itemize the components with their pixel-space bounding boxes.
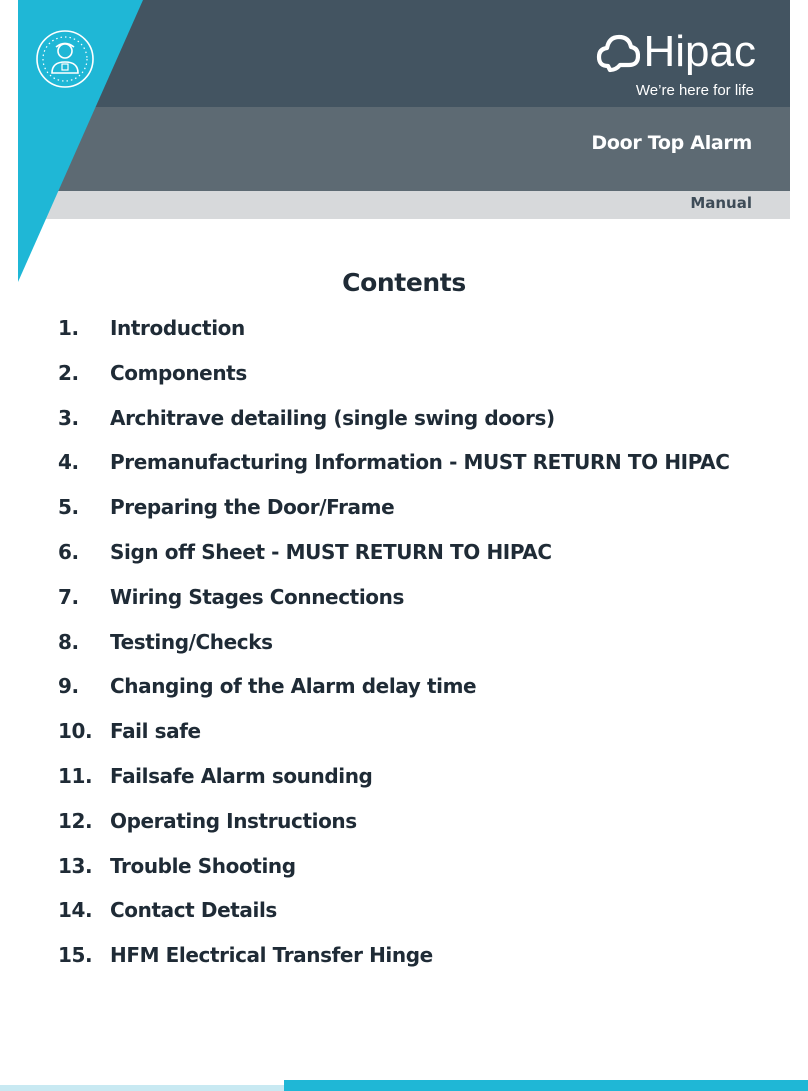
toc-item-number: 6. [58,539,79,564]
toc-item-number: 4. [58,450,79,475]
toc-item [58,854,730,899]
toc-item-title: Wiring Stages Connections [110,584,404,609]
toc-item-number: 1. [58,316,79,340]
toc-item [58,719,730,764]
toc-item-title: Changing of the Alarm delay time [110,674,477,699]
toc-item-number: 12. [58,808,93,833]
toc-item-number: 10. [58,719,93,744]
toc-item [58,585,730,630]
toc-item-title: HFM Electrical Transfer Hinge [110,943,433,968]
toc-item-title: Sign off Sheet - MUST RETURN TO HIPAC [110,539,552,564]
toc-item [58,674,730,719]
contents-heading: Contents [342,268,466,297]
toc-item [58,495,730,540]
toc-item-number: 11. [58,763,93,788]
toc-item [58,898,730,943]
footer-bar-light [0,1085,284,1091]
toc-item-title: Fail safe [110,719,201,744]
brand-block [596,26,757,99]
toc-item-number: 2. [58,360,79,385]
toc-item-number: 13. [58,853,93,878]
toc-item-title: Premanufacturing Information - MUST RETURN TO HIPAC [110,450,730,475]
toc-item [58,316,730,361]
toc-item-number: 8. [58,629,79,654]
toc-item-title: Testing/Checks [110,629,273,654]
brand-tagline: We’re here for life [635,82,754,99]
toc-item-number: 15. [58,943,93,968]
table-of-contents [58,316,730,988]
toc-item-title: Architrave detailing (single swing doors) [110,405,555,430]
toc-item-title: Trouble Shooting [110,853,296,878]
brand-name: Hipac [643,27,756,76]
toc-item [58,630,730,675]
toc-item [58,540,730,585]
toc-item [58,943,730,988]
toc-item-title: Contact Details [110,898,277,923]
toc-item [58,450,730,495]
toc-item-title: Failsafe Alarm sounding [110,763,373,788]
document-title: Door Top Alarm [591,132,752,154]
toc-item-title: Components [110,360,247,385]
document-type: Manual [690,194,752,212]
toc-item-number: 7. [58,584,79,609]
toc-item-title: Introduction [110,316,245,340]
toc-item-number: 14. [58,898,93,923]
toc-item-number: 9. [58,674,79,699]
cloud-logo-icon [596,30,640,74]
toc-item [58,361,730,406]
toc-item-title: Operating Instructions [110,808,357,833]
logo [596,26,757,78]
header-light-band [0,191,790,219]
toc-item-number: 3. [58,405,79,430]
toc-item-number: 5. [58,495,79,520]
footer-bar-accent [284,1080,808,1091]
toc-item [58,406,730,451]
toc-item [58,764,730,809]
toc-item-title: Preparing the Door/Frame [110,495,395,520]
toc-item [58,809,730,854]
